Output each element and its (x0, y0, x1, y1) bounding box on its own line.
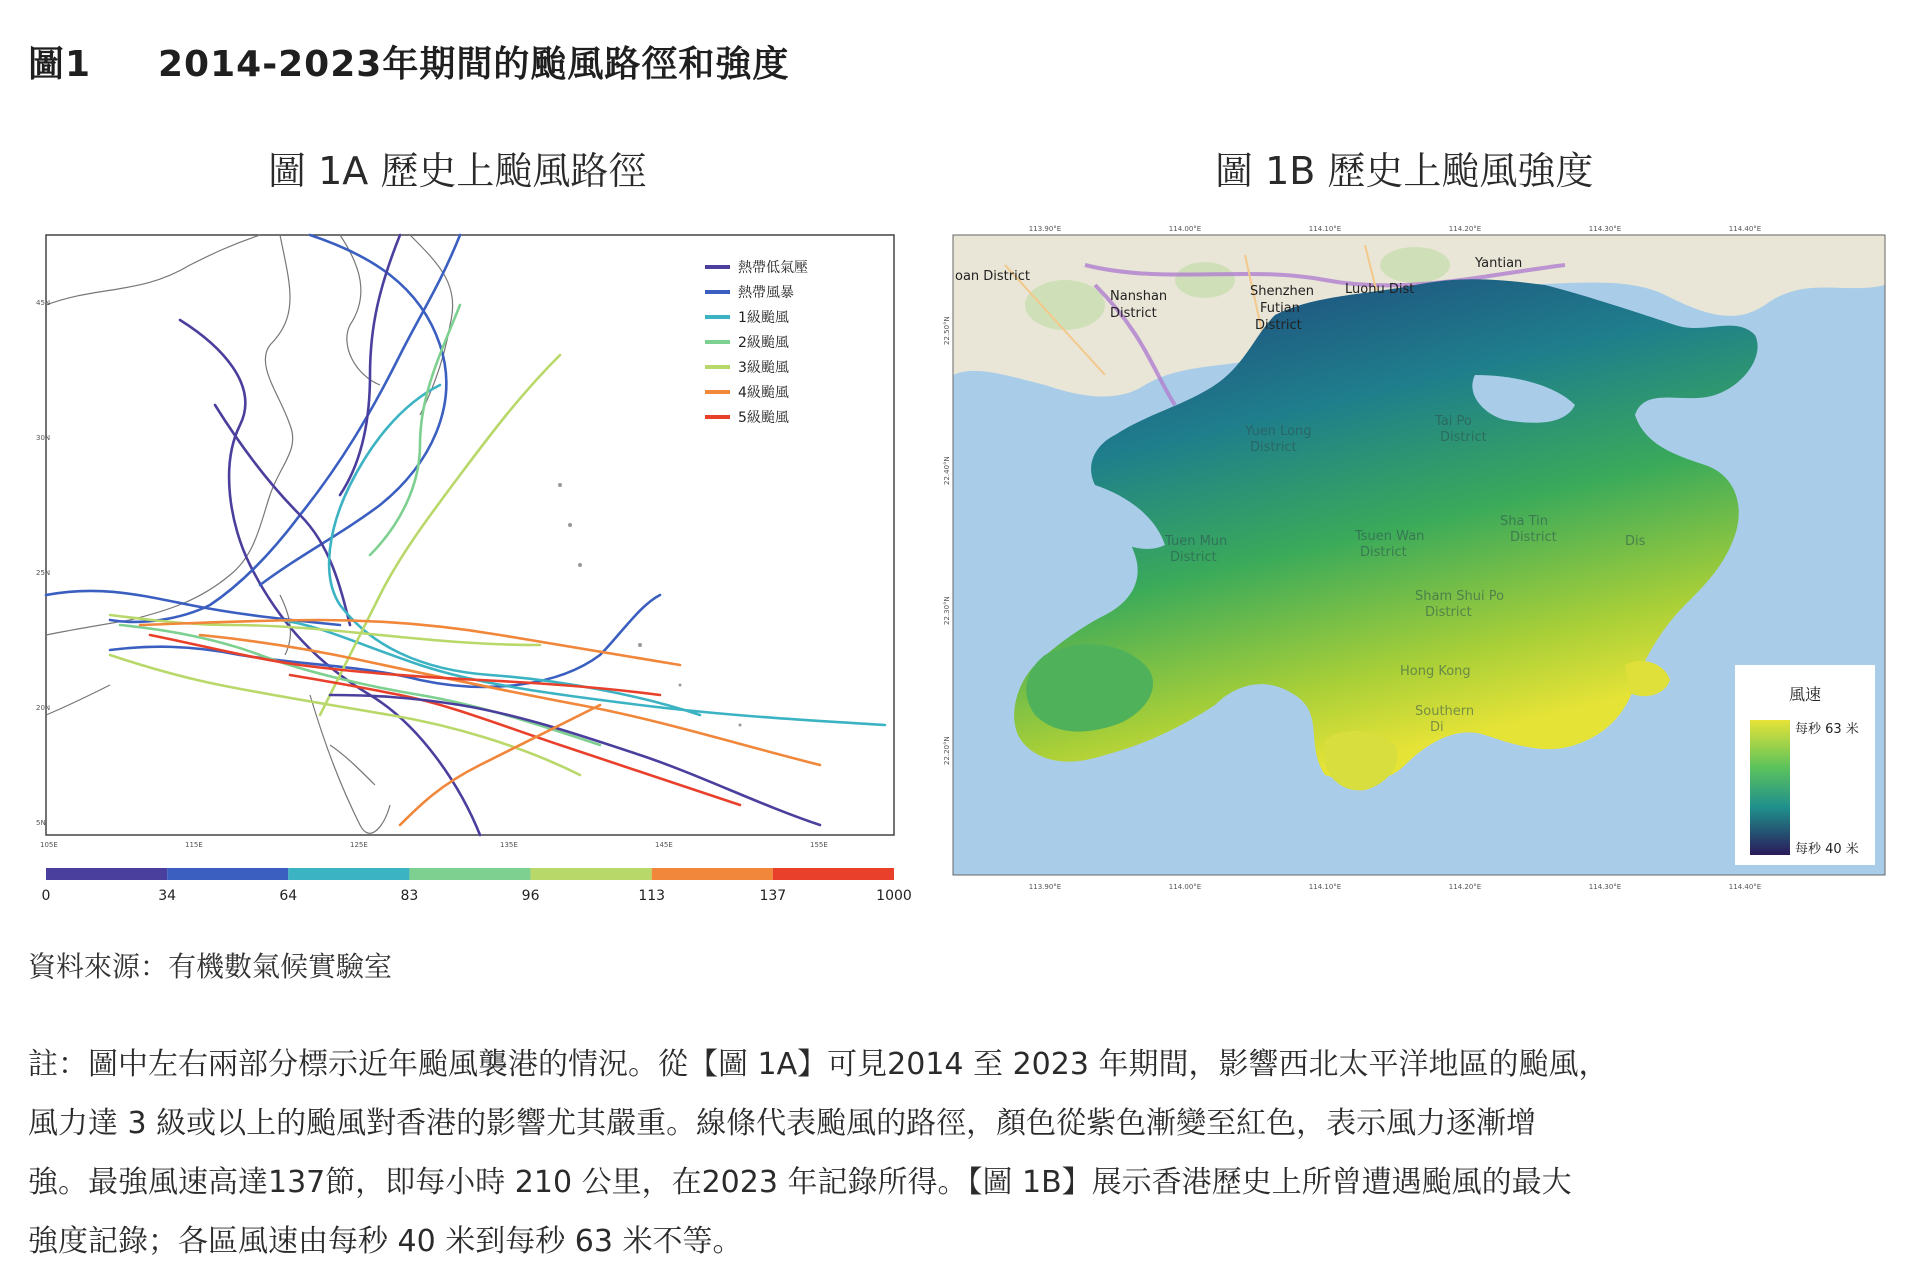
lat-tick: 20N (36, 704, 51, 712)
colorbar-label: 1000 (876, 888, 912, 904)
note-line: 註：圖中左右兩部分標示近年颱風襲港的情況。從【圖 1A】可見2014 至 2023 年期間，影響西北太平洋地區的颱風， (28, 1047, 1609, 1082)
place-label: District (1425, 605, 1472, 620)
place-label: District (1255, 318, 1302, 333)
top-tick: 114.00°E (1168, 225, 1202, 233)
legend-label: 4級颱風 (738, 385, 789, 401)
lat-tick: 45N (36, 299, 51, 307)
place-label: District (1440, 430, 1487, 445)
left-tick: 22.30°N (943, 596, 951, 625)
top-tick: 114.10°E (1308, 225, 1342, 233)
panel-a-title: 圖 1A 歷史上颱風路徑 (268, 149, 647, 193)
note-line: 強。最強風速高達137節，即每小時 210 公里，在2023 年記錄所得。【圖 1B】展示香港歷史上所曾遭遇颱風的最大 (28, 1165, 1572, 1200)
place-label: District (1360, 545, 1407, 560)
lat-tick: 25N (36, 569, 51, 577)
place-label: Southern (1415, 704, 1475, 719)
colorbar-label: 96 (521, 888, 540, 904)
legend-label: 3級颱風 (738, 360, 789, 376)
bottom-tick: 114.30°E (1588, 883, 1622, 891)
place-label: Yuen Long (1245, 424, 1312, 439)
lon-tick: 115E (185, 841, 203, 849)
colorbar-segment (288, 868, 409, 880)
intensity-colorbar (42, 868, 912, 904)
top-tick: 114.20°E (1448, 225, 1482, 233)
figure-title (28, 36, 789, 87)
legend-label: 熱帶低氣壓 (738, 260, 808, 276)
colorbar-label: 113 (638, 888, 666, 904)
lat-tick: 30N (36, 434, 51, 442)
place-label: Tuen Mun (1165, 534, 1228, 549)
place-label: District (1510, 530, 1557, 545)
note-line: 強度記錄；各區風速由每秒 40 米到每秒 63 米不等。 (28, 1224, 743, 1259)
figure-note (28, 1035, 1898, 1271)
legend-label: 熱帶風暴 (738, 285, 794, 301)
colorbar-label: 64 (279, 888, 298, 904)
place-label: Sham Shui Po (1415, 589, 1505, 604)
place-label: Tsuen Wan (1355, 529, 1425, 544)
bottom-tick: 114.20°E (1448, 883, 1482, 891)
bottom-tick: 114.40°E (1728, 883, 1762, 891)
colorbar-segment (46, 868, 167, 880)
top-tick: 113.90°E (1028, 225, 1062, 233)
top-tick: 114.40°E (1728, 225, 1762, 233)
legend-min-label: 每秒 40 米 (1795, 842, 1859, 857)
bottom-tick: 113.90°E (1028, 883, 1062, 891)
colorbar-label: 34 (158, 888, 177, 904)
legend-label: 1級颱風 (738, 310, 789, 326)
wind-intensity-map (945, 225, 1895, 895)
place-label: District (1250, 440, 1297, 455)
top-tick: 114.30°E (1588, 225, 1622, 233)
left-tick: 22.20°N (943, 736, 951, 765)
lon-tick: 135E (500, 841, 518, 849)
bottom-tick: 114.10°E (1308, 883, 1342, 891)
place-label: Sha Tin (1500, 514, 1548, 529)
lon-tick: 145E (655, 841, 673, 849)
lon-tick: 125E (350, 841, 368, 849)
place-label: District (1170, 550, 1217, 565)
place-label: Shenzhen (1250, 284, 1315, 299)
colorbar-label: 83 (400, 888, 419, 904)
legend-label: 2級颱風 (738, 335, 789, 351)
place-label: Dis (1625, 534, 1646, 549)
place-label: Nanshan (1110, 289, 1168, 304)
left-tick: 22.50°N (943, 316, 951, 345)
wind-speed-legend (1735, 665, 1875, 865)
typhoon-tracks-map (36, 225, 912, 905)
colorbar-segment (409, 868, 530, 880)
colorbar-segment (531, 868, 652, 880)
colorbar-label: 0 (41, 888, 51, 904)
lon-tick: 155E (810, 841, 828, 849)
legend-title: 風速 (1788, 685, 1822, 704)
place-label: Yantian (1475, 256, 1523, 271)
colorbar-segment (652, 868, 773, 880)
note-line: 風力達 3 級或以上的颱風對香港的影響尤其嚴重。線條代表颱風的路徑，顏色從紫色漸變至紅色，表示風力逐漸增 (28, 1106, 1537, 1141)
place-label: Di (1430, 720, 1444, 735)
colorbar-label: 137 (759, 888, 787, 904)
left-tick: 22.40°N (943, 456, 951, 485)
data-source: 資料來源：有機數氣候實驗室 (28, 950, 393, 983)
lon-ticks (40, 841, 828, 849)
lat-tick: 5N (36, 819, 46, 827)
place-label: oan District (955, 269, 1030, 284)
bottom-tick: 114.00°E (1168, 883, 1202, 891)
figure-number: 圖1 (28, 44, 92, 85)
legend-label: 5級颱風 (738, 410, 789, 426)
place-label: District (1110, 306, 1157, 321)
place-label: Hong Kong (1400, 664, 1471, 679)
colorbar-segment (167, 868, 288, 880)
colorbar-segment (773, 868, 894, 880)
lon-tick: 105E (40, 841, 58, 849)
figure-title-text: 2014-2023年期間的颱風路徑和強度 (158, 44, 790, 85)
place-label: Futian (1260, 301, 1300, 316)
place-label: Tai Po (1435, 414, 1472, 429)
legend-max-label: 每秒 63 米 (1795, 722, 1859, 737)
panel-b-title: 圖 1B 歷史上颱風強度 (1215, 149, 1594, 193)
legend-gradient (1750, 720, 1790, 855)
place-label: Luohu Dist (1345, 282, 1415, 297)
